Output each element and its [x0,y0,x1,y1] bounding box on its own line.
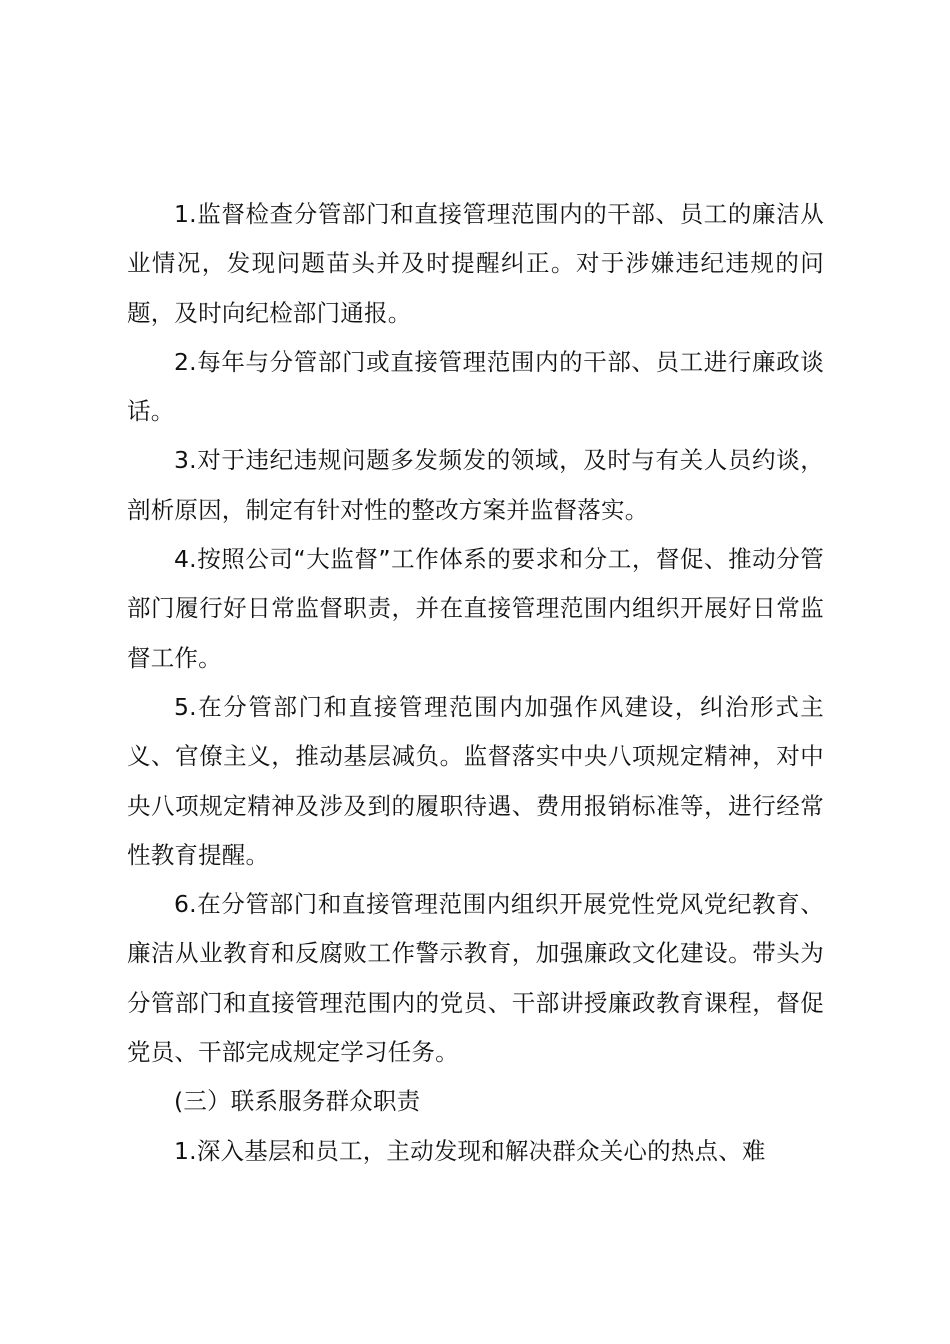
paragraph-education: 6.在分管部门和直接管理范围内组织开展党性党风党纪教育、廉洁从业教育和反腐败工作警示教育，加强廉政文化建设。带头为分管部门和直接管理范围内的党员、干部讲授廉政教育课程，督促党员、干部完成规定学习任务。 [127,890,824,1067]
paragraph-annual-talk: 2.每年与分管部门或直接管理范围内的干部、员工进行廉政谈话。 [127,347,824,426]
paragraph-big-supervision: 4.按照公司“大监督”工作体系的要求和分工，督促、推动分管部门履行好日常监督职责，并在直接管理范围内组织开展好日常监督工作。 [127,545,824,672]
document-body [127,190,824,1176]
paragraph-work-style: 5.在分管部门和直接管理范围内加强作风建设，纠治形式主义、官僚主义，推动基层减负。监督落实中央八项规定精神，对中央八项规定精神及涉及到的履职待遇、费用报销标准等，进行经常性教育提醒。 [127,692,824,869]
paragraph-interview: 3.对于违纪违规问题多发频发的领域，及时与有关人员约谈，剖析原因，制定有针对性的整改方案并监督落实。 [127,446,824,524]
section-heading-contact-service: (三）联系服务群众职责 [174,1087,421,1116]
paragraph-supervise-inspect: 1.监督检查分管部门和直接管理范围内的干部、员工的廉洁从业情况，发现问题苗头并及时提醒纠正。对于涉嫌违纪违规的问题，及时向纪检部门通报。 [127,200,824,327]
paragraph-grassroots: 1.深入基层和员工，主动发现和解决群众关心的热点、难 [174,1136,766,1165]
